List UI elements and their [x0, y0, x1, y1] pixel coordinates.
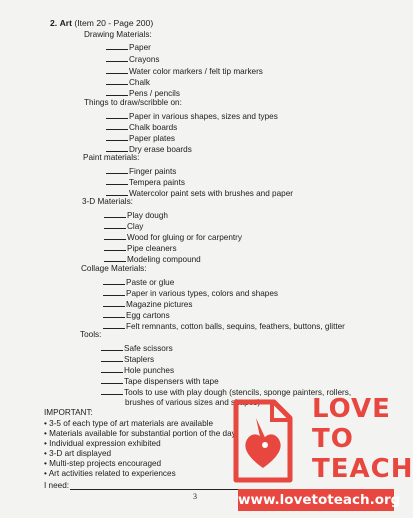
- blank-line[interactable]: [103, 276, 125, 285]
- checklist-item: Paper in various shapes, sizes and types: [106, 110, 278, 122]
- blank-line[interactable]: [104, 253, 126, 262]
- checklist-item: Felt remnants, cotton balls, sequins, feathers, buttons, glitter: [103, 320, 345, 332]
- heading-name: Art: [59, 18, 72, 28]
- checklist-item: Paper plates: [106, 132, 175, 144]
- checklist-item: Chalk: [106, 76, 150, 88]
- checklist-item: Paper in various types, colors and shapes: [103, 287, 278, 299]
- blank-line[interactable]: [106, 110, 128, 119]
- watermark-love: LOVE: [312, 394, 391, 424]
- heading-reference: (Item 20 - Page 200): [74, 18, 154, 28]
- important-bullet: • Individual expression exhibited: [44, 439, 161, 448]
- checklist-item: Magazine pictures: [103, 298, 192, 310]
- checklist-item: Hole punches: [101, 364, 174, 376]
- blank-line[interactable]: [101, 375, 123, 384]
- heading-number: 2.: [50, 18, 58, 28]
- checklist-item: Egg cartons: [103, 309, 170, 321]
- important-title: IMPORTANT:: [44, 408, 93, 417]
- watermark-teach: TEACH: [312, 454, 413, 484]
- page-number: 3: [193, 492, 197, 501]
- checklist-item: Clay: [104, 220, 143, 232]
- watermark-url[interactable]: www.lovetoteach.org: [238, 489, 394, 511]
- checklist-item: Paper: [106, 41, 151, 53]
- blank-line[interactable]: [103, 298, 125, 307]
- blank-line[interactable]: [106, 121, 128, 130]
- checklist-item: Water color markers / felt tip markers: [106, 65, 263, 77]
- checklist-item: Safe scissors: [101, 342, 173, 354]
- section-heading: [50, 18, 153, 28]
- checklist-item: Pens / pencils: [106, 87, 180, 99]
- checklist-item: Tempera paints: [106, 176, 185, 188]
- checklist-item: Modeling compound: [104, 253, 201, 265]
- blank-line[interactable]: [101, 342, 123, 351]
- section-label-paint: Paint materials:: [83, 153, 140, 162]
- section-label-tools: Tools:: [80, 330, 102, 339]
- important-bullet: • Art activities related to experiences: [44, 469, 176, 478]
- blank-line[interactable]: [101, 364, 123, 373]
- blank-line[interactable]: [104, 220, 126, 229]
- checklist-item: Tools to use with play dough (stencils, sponge painters, rollers, brushes of various sizes and shapes): [101, 386, 373, 408]
- blank-line[interactable]: [106, 65, 128, 74]
- checklist-item: Staplers: [101, 353, 154, 365]
- blank-line[interactable]: [106, 132, 128, 141]
- watermark-to: TO: [312, 424, 354, 454]
- section-label-3d: 3-D Materials:: [82, 197, 133, 206]
- checklist-item: Dry erase boards: [106, 143, 192, 155]
- checklist-item: Pipe cleaners: [104, 242, 177, 254]
- blank-line[interactable]: [104, 231, 126, 240]
- blank-line[interactable]: [103, 287, 125, 296]
- checklist-item: Paste or glue: [103, 276, 174, 288]
- important-bullet: • Materials available for substantial portion of the day: [44, 429, 236, 438]
- blank-line[interactable]: [106, 176, 128, 185]
- blank-line[interactable]: [106, 41, 128, 50]
- checklist-item: Watercolor paint sets with brushes and paper: [106, 187, 293, 199]
- checklist-item: Finger paints: [106, 165, 176, 177]
- important-bullet: • Multi-step projects encouraged: [44, 459, 162, 468]
- blank-line[interactable]: [106, 53, 128, 62]
- blank-line[interactable]: [103, 309, 125, 318]
- need-label: I need:: [44, 481, 70, 490]
- important-bullet: • 3-5 of each type of art materials are available: [44, 419, 213, 428]
- blank-line[interactable]: [106, 87, 128, 96]
- blank-line[interactable]: [106, 76, 128, 85]
- blank-line[interactable]: [101, 353, 123, 362]
- checklist-item: Crayons: [106, 53, 160, 65]
- section-label-surfaces: Things to draw/scribble on:: [84, 98, 182, 107]
- section-label-collage: Collage Materials:: [81, 264, 147, 273]
- section-label-drawing: Drawing Materials:: [84, 30, 152, 39]
- blank-line[interactable]: [101, 386, 123, 395]
- love-to-teach-logo-icon: [232, 398, 294, 484]
- blank-line[interactable]: [106, 187, 128, 196]
- blank-line[interactable]: [104, 209, 126, 218]
- checklist-item: Wood for gluing or for carpentry: [104, 231, 242, 243]
- checklist-item: Play dough: [104, 209, 168, 221]
- checklist-item: Chalk boards: [106, 121, 177, 133]
- important-bullet: • 3-D art displayed: [44, 449, 112, 458]
- blank-line[interactable]: [106, 165, 128, 174]
- blank-line[interactable]: [104, 242, 126, 251]
- checklist-item: Tape dispensers with tape: [101, 375, 219, 387]
- blank-line[interactable]: [106, 143, 128, 152]
- blank-line[interactable]: [103, 320, 125, 329]
